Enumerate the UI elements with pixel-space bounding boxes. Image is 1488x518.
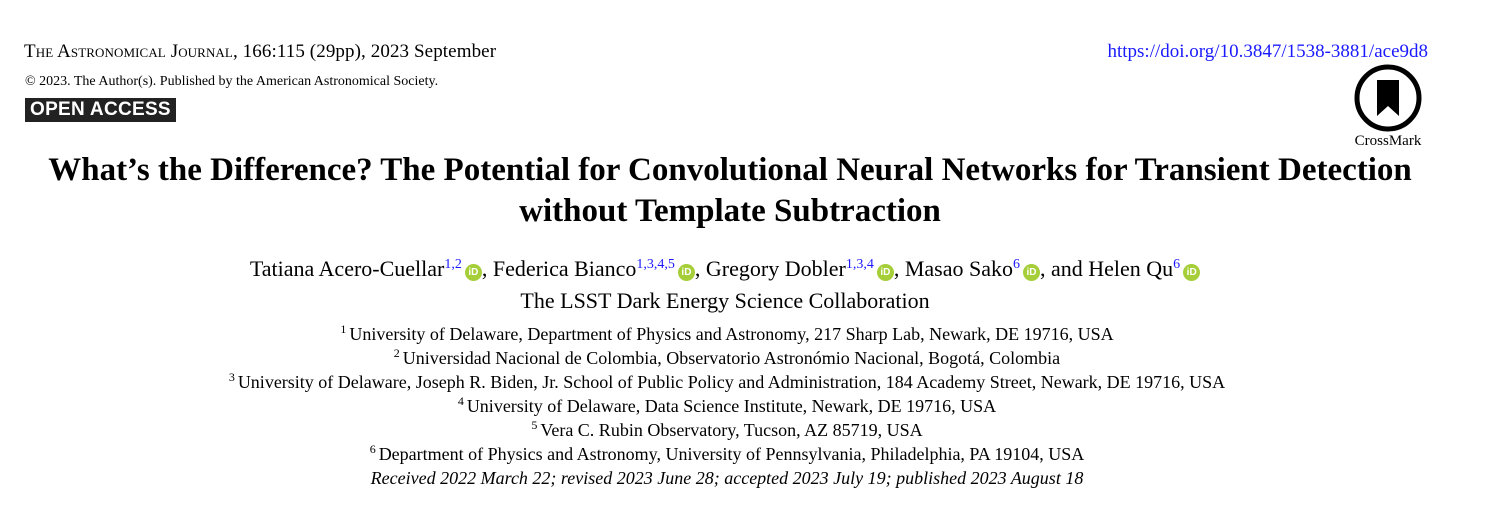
journal-name: The Astronomical Journal (24, 41, 233, 62)
affiliation-number: 6 (369, 442, 376, 456)
affiliation-number: 4 (457, 394, 464, 408)
author-item (706, 256, 905, 281)
orcid-icon[interactable]: iD (678, 264, 695, 281)
author-name[interactable]: Federica Bianco (492, 256, 637, 281)
crossmark-button[interactable] (1345, 64, 1431, 149)
affiliation-3 (0, 370, 1454, 394)
affiliation-text: University of Delaware, Data Science Institute, Newark, DE 19716, USA (466, 396, 997, 416)
author-list (0, 254, 1450, 284)
open-access-badge: OPEN ACCESS (25, 98, 176, 122)
affiliation-text: University of Delaware, Department of Physics and Astronomy, 217 Sharp Lab, Newark, DE 19716, USA (349, 324, 1114, 344)
orcid-icon[interactable]: iD (1023, 264, 1040, 281)
author-name[interactable]: Tatiana Acero-Cuellar (249, 256, 445, 281)
author-name[interactable]: Gregory Dobler (705, 256, 846, 281)
affiliation-text: University of Delaware, Joseph R. Biden, Jr. School of Public Policy and Administration, 184 Academy Street, Newark, DE 19716, USA (237, 372, 1226, 392)
affiliation-5 (0, 418, 1454, 442)
author-affiliation-link[interactable]: 1,3,4,5 (636, 257, 675, 272)
journal-citation-line (24, 40, 496, 64)
affiliation-number: 5 (531, 418, 538, 432)
orcid-icon[interactable]: iD (465, 264, 482, 281)
author-name[interactable]: Helen Qu (1088, 256, 1174, 281)
affiliation-4 (0, 394, 1454, 418)
doi-link[interactable]: https://doi.org/10.3847/1538-3881/ace9d8 (1107, 41, 1428, 62)
author-item (493, 256, 706, 281)
affiliation-number: 2 (393, 346, 400, 360)
orcid-icon[interactable]: iD (877, 264, 894, 281)
author-item (1088, 256, 1200, 281)
affiliation-1 (0, 322, 1454, 346)
author-affiliation-link[interactable]: 1,2 (444, 257, 462, 272)
affiliation-text: Department of Physics and Astronomy, University of Pennsylvania, Philadelphia, PA 19104, USA (378, 444, 1085, 464)
affiliation-6 (0, 442, 1454, 466)
author-affiliation-link[interactable]: 1,3,4 (845, 257, 874, 272)
orcid-icon[interactable]: iD (1183, 264, 1200, 281)
crossmark-icon (1354, 64, 1422, 132)
author-affiliation-link[interactable]: 6 (1173, 257, 1181, 272)
affiliation-2 (0, 346, 1454, 370)
collaboration-name: The LSST Dark Energy Science Collaboration (520, 288, 930, 313)
copyright-notice: © 2023. The Author(s). Published by the American Astronomical Society. (25, 74, 439, 89)
author-name[interactable]: Masao Sako (904, 256, 1013, 281)
paper-title: What’s the Difference? The Potential for Convolutional Neural Networks for Transient Detection without Template Subtraction (48, 152, 1412, 229)
author-item (250, 256, 493, 281)
affiliation-text: Universidad Nacional de Colombia, Observatorio Astronómio Nacional, Bogotá, Colombia (402, 348, 1061, 368)
author-separator: , and (1039, 256, 1089, 281)
received-dates: Received 2022 March 22; revised 2023 June 28; accepted 2023 July 19; published 2023 August 18 (370, 468, 1084, 488)
author-separator: , (893, 256, 905, 281)
affiliation-number: 3 (228, 370, 235, 384)
author-affiliation-link[interactable]: 6 (1012, 257, 1020, 272)
author-item (905, 256, 1088, 281)
author-separator: , (481, 256, 493, 281)
journal-citation: , 166:115 (29pp), 2023 September (232, 41, 497, 62)
affiliation-number: 1 (340, 322, 347, 336)
crossmark-label: CrossMark (1354, 133, 1422, 149)
affiliation-text: Vera C. Rubin Observatory, Tucson, AZ 85719, USA (540, 420, 923, 440)
author-separator: , (694, 256, 706, 281)
affiliation-list (0, 322, 1454, 490)
